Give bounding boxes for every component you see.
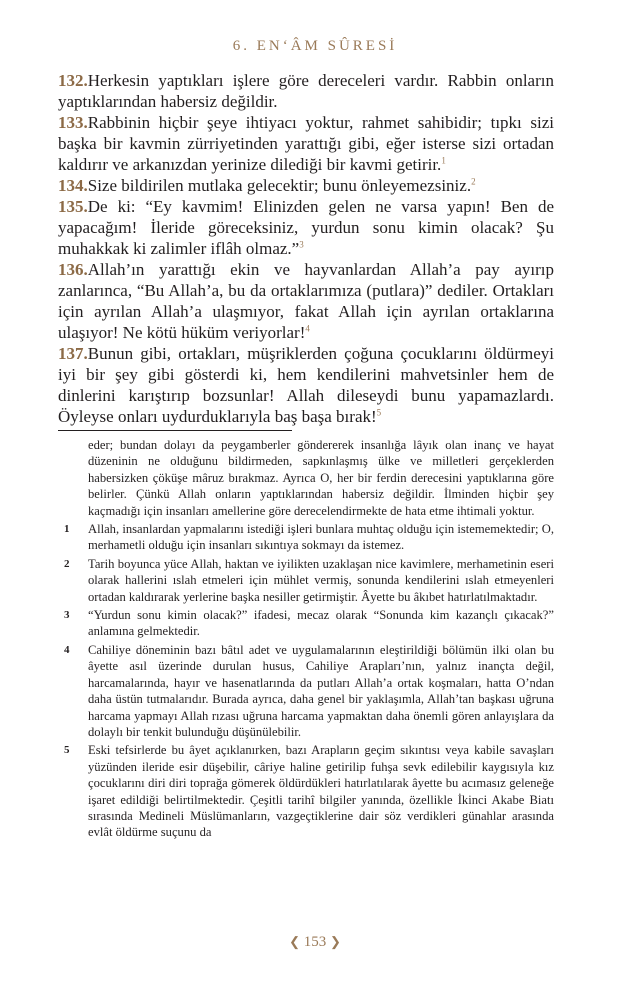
footnote-ref[interactable]: 2	[471, 176, 476, 187]
verse-134	[58, 175, 554, 196]
footnote-text: Cahiliye döneminin bazı bâtıl adet ve uygulamalarının eleştirildiği bölümün ilki olan bu âyette asıl üzerinde durulan husus, Cahiliye Arapları’nın, yalnız inançta değil, harcamalarında, hayır ve hasenatlarında da putları Allah’a ortak koşmaları, hatta O’ndan daha üstün tutmalarıdır. Burada ayrıca, daha genel bir yaklaşımla, Allah’tan başkası uğruna harcama yapmayı Allah rızası uğruna harcama yapmaktan daha önemli gören anlayışlara da dolaylı bir tenkit bulunduğu düşünülebilir.	[88, 642, 554, 739]
verse-number: 136.	[58, 260, 88, 279]
right-ornament-icon: ❯	[330, 934, 341, 949]
verse-text: Size bildirilen mutlaka gelecektir; bunu önleyemezsiniz.	[87, 176, 472, 195]
footnote-text: Tarih boyunca yüce Allah, haktan ve iyilikten uzaklaşan nice kavimlere, merhametinin eseri olarak hallerini ıslah etmeleri için mühlet vermiş, sonunda kendilerini ıslah etmeyenleri ortadan kaldırarak yerlerine başka nesiller getirmiştir. Âyette bu âkıbet hatırlatılmaktadır.	[88, 556, 554, 604]
footnote-number: 5	[64, 744, 70, 757]
footnote-number: 1	[64, 523, 70, 536]
verse-text: Allah’ın yarattığı ekin ve hayvanlardan Allah’a pay ayırıp zanlarınca, “Bu Allah’a, bu da ortaklarımıza (putlara)” dediler. Ortakları için ayrılan Allah’a ulaşmıyor, fakat Allah için ayrılan ortaklarına ulaşıyor! Ne kötü hüküm veriyorlar!	[58, 260, 554, 342]
footnote-2	[58, 556, 554, 605]
verse-number: 132.	[58, 71, 88, 90]
verse-text: De ki: “Ey kavmim! Elinizden gelen ne varsa yapın! Ben de yapacağım! İleride göreceksiniz, yurdun sonu kimin olacak? Şu muhakkak ki zalimler iflâh olmaz.”	[58, 197, 554, 258]
footnote-text: Eski tefsirlerde bu âyet açıklanırken, bazı Arapların geçim sıkıntısı veya kabile savaşları yüzünden ileride esir düşebilir, câriye haline getirilip fuhşa sevk edilebilir kaygısıyla kız çocuklarını diri diri toprağa gömerek öldürdükleri hatırlatılarak âyette bu acımasız geleneğe işaret edildiği belirtilmektedir. Çeşitli tarihî bilgiler yanında, özellikle İkinci Akabe Biatı sırasında Medineli Müslümanların, vazgeçtiklerine dair söz verdikleri günahlar arasında evlât öldürme suçunu da	[88, 743, 554, 840]
footnote-ref[interactable]: 3	[299, 239, 304, 250]
footnote-continuation	[58, 437, 554, 519]
verse-133	[58, 112, 554, 175]
verse-text: Rabbinin hiçbir şeye ihtiyacı yoktur, rahmet sahibidir; tıpkı sizi başka bir kavmin zürriyetinden yarattığı gibi, eğer isterse sizi ortadan kaldırır ve arkanızdan yerinize dilediği bir kavmi getirir.	[58, 113, 554, 174]
footnote-number: 2	[64, 557, 70, 570]
verse-137	[58, 343, 554, 427]
footnote-text: eder; bundan dolayı da peygamberler göndererek insanlığa lâyık olan inanç ve hayat düzeninin ne olduğunu bildirmeden, sapkınlaşmış ülke ve milletleri gerçeklerden habersizken çöküşe mâruz bırakmaz. Ayrıca O, her bir ferdin derecesini yaptıklarına göre belirler. Çünkü Allah onların yaptıklarından habersiz değildir. İlminden hiçbir şey kaçmadığı için insanları amellerine göre derecelendirmekte de hata etme ihtimali yoktur.	[88, 438, 554, 518]
footnote-5	[58, 742, 554, 840]
verse-text: Bunun gibi, ortakları, müşriklerden çoğuna çocuklarını öldürmeyi iyi bir şey gibi gösterdi ki, hem kendilerini mahvetsinler hem de dinlerini karıştırıp bozsunlar! Allah dileseydi bunu yapamazlardı. Öyleyse onları uydurduklarıyla baş başa bırak!	[58, 344, 554, 426]
verse-text: Herkesin yaptıkları işlere göre dereceleri vardır. Rabbin onların yaptıklarından habersiz değildir.	[58, 71, 554, 111]
verse-number: 133.	[58, 113, 88, 132]
verse-number: 135.	[58, 197, 88, 216]
footnote-3	[58, 607, 554, 640]
verse-136	[58, 259, 554, 343]
footnote-4	[58, 642, 554, 740]
footnote-text: Allah, insanlardan yapmalarını istediği işleri bunlara muhtaç olduğu için istememektedir; O, merhametli olduğu için insanları sıkıntıya sokmayı da istemez.	[88, 522, 554, 553]
footnote-ref[interactable]: 5	[376, 407, 382, 418]
footnote-number: 3	[64, 609, 70, 622]
page-number-value: 153	[303, 934, 327, 950]
footnote-ref[interactable]: 4	[305, 323, 310, 334]
page-number	[0, 934, 630, 951]
verse-number: 137.	[58, 344, 88, 363]
footnote-1	[58, 521, 554, 554]
verse-number: 134.	[58, 176, 88, 195]
footnote-text: “Yurdun sonu kimin olacak?” ifadesi, mecaz olarak “Sonunda kim kazançlı çıkacak?” anlamına gelmektedir.	[88, 608, 554, 639]
verse-block	[58, 70, 554, 427]
footnote-divider	[58, 430, 292, 431]
footnotes	[58, 437, 554, 843]
verse-135	[58, 196, 554, 259]
footnote-ref[interactable]: 1	[441, 155, 446, 166]
running-header: 6. EN‘ÂM SÛRESİ	[232, 38, 398, 54]
footnote-number: 4	[64, 643, 70, 656]
verse-132	[58, 70, 554, 112]
left-ornament-icon: ❮	[289, 934, 300, 949]
